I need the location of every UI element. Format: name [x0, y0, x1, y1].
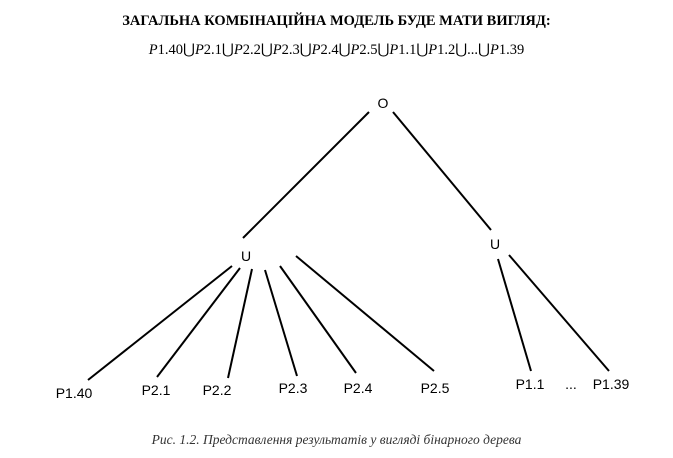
- edge-root-right: [393, 112, 491, 230]
- leaf-p2-1-label: P2.1: [141, 382, 171, 398]
- union-operator: ⋃: [455, 42, 468, 58]
- heading: ЗАГАЛЬНА КОМБІНАЦІЙНА МОДЕЛЬ БУДЕ МАТИ ВИГЛЯД:: [122, 13, 551, 29]
- leaf-p1-39-label: P1.39: [592, 376, 630, 392]
- leaf-p2-3-label: P2.3: [278, 380, 308, 396]
- union-operator: ⋃: [299, 42, 312, 58]
- edge-root-left: [243, 112, 369, 238]
- union-operator: ⋃: [260, 42, 273, 58]
- formula-term: P2.2: [233, 42, 261, 58]
- union-operator: ⋃: [183, 42, 195, 58]
- formula-term: P2.5: [350, 42, 378, 58]
- formula-term: ...: [467, 42, 479, 58]
- edge-right-p1-39: [509, 255, 609, 371]
- formula-term: P2.4: [311, 42, 339, 58]
- left-union-node-label: U: [240, 248, 252, 264]
- formula-term: P1.2: [428, 42, 456, 58]
- union-operator: ⋃: [416, 42, 429, 58]
- edge-left-p1-40: [88, 266, 232, 380]
- leaf-p2-4-label: P2.4: [343, 380, 373, 396]
- union-operator: ⋃: [338, 42, 351, 58]
- figure-caption: Рис. 1.2. Представлення результатів у вигляді бінарного дерева: [151, 432, 522, 447]
- formula-term: P1.40: [148, 42, 184, 58]
- formula-term: P1.39: [489, 42, 525, 58]
- edge-left-p2-2: [228, 269, 252, 378]
- edge-left-p2-3: [265, 270, 297, 376]
- formula-term: P2.3: [272, 42, 300, 58]
- union-operator: ⋃: [221, 42, 234, 58]
- right-union-node-label: U: [489, 236, 501, 252]
- formula-term: P2.1: [194, 42, 222, 58]
- leaf-p2-2-label: P2.2: [202, 382, 232, 398]
- ellipsis-label: ...: [565, 376, 577, 392]
- leaf-p1-1-label: P1.1: [515, 376, 545, 392]
- tree-edges: [88, 112, 609, 380]
- edge-left-p2-5: [296, 256, 434, 371]
- root-node-label: O: [377, 95, 389, 111]
- union-operator: ⋃: [478, 42, 490, 58]
- leaf-p2-5-label: P2.5: [420, 380, 450, 396]
- edge-left-p2-1: [157, 268, 240, 377]
- formula-term: P1.1: [389, 42, 417, 58]
- leaf-p1-40-label: P1.40: [55, 385, 93, 401]
- union-operator: ⋃: [377, 42, 390, 58]
